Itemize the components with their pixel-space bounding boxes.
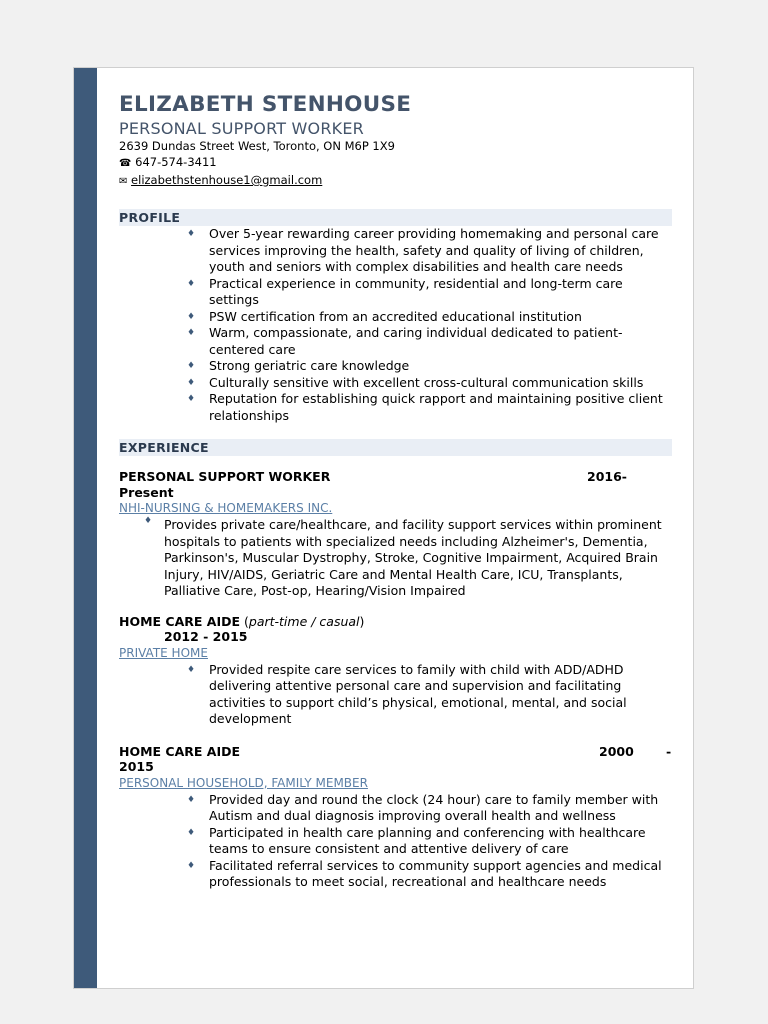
diamond-bullet-icon: ♦ <box>187 311 196 322</box>
diamond-bullet-icon: ♦ <box>187 794 196 805</box>
phone-line <box>119 154 672 172</box>
job-dates-start: 2000 <box>599 743 634 759</box>
address-line: 2639 Dundas Street West, Toronto, ON M6P 1X9 <box>119 139 395 153</box>
diamond-bullet-icon: ♦ <box>187 860 196 871</box>
diamond-bullet-icon: ♦ <box>187 377 196 388</box>
list-item: ♦ Provides private care/healthcare, and facility support services within prominent hospitals to patients with specialized needs including Alzheimer's, Dementia, Parkinson's, Muscular Dystrophy, Stroke, Cognitive Impairment, Acquired Brain Injury, HIV/AIDS, Geriatric Care and Mental Health Care, ICU, Transplants, Palliative Care, Post-op, Hearing/Vision Impaired <box>164 517 672 600</box>
diamond-bullet-icon: ♦ <box>187 394 196 404</box>
list-item: ♦ Culturally sensitive with excellent cross-cultural communication skills <box>187 374 644 390</box>
job-header <box>119 469 672 485</box>
resume-content <box>119 91 672 891</box>
candidate-title: PERSONAL SUPPORT WORKER <box>119 119 364 138</box>
job-entry-2 <box>119 614 672 728</box>
job-dates-dash: - <box>666 743 672 759</box>
experience-heading: EXPERIENCE <box>119 439 672 456</box>
list-item: ♦ Practical experience in community, residential and long-term care settings <box>187 275 623 307</box>
list-item: ♦ Over 5-year rewarding career providing homemaking and personal care services improving the health, safety and quality of living of children, youth and seniors with complex disabilities and health care needs <box>187 226 659 274</box>
job-header <box>119 744 672 760</box>
list-item: ♦ Warm, compassionate, and caring individual dedicated to patient-centered care <box>187 325 623 357</box>
job-dates: 2012 - 2015 <box>164 629 248 644</box>
employer-link[interactable]: PRIVATE HOME <box>119 645 208 660</box>
profile-heading: PROFILE <box>119 209 672 226</box>
list-item: ♦ Facilitated referral services to community support agencies and medical professionals to meet social, recreational and healthcare needs <box>187 857 662 889</box>
diamond-bullet-icon: ♦ <box>187 328 196 338</box>
list-item: ♦ Participated in health care planning and conferencing with healthcare teams to ensure consistent and attentive delivery of care <box>187 824 646 856</box>
diamond-bullet-icon: ♦ <box>144 516 153 526</box>
job-entry-3 <box>119 744 672 891</box>
list-item: ♦ PSW certification from an accredited educational institution <box>187 308 582 324</box>
phone-icon: ☎ <box>119 158 132 169</box>
job-dates-end: 2015 <box>119 759 154 774</box>
candidate-name: ELIZABETH STENHOUSE <box>119 92 412 117</box>
job-title: PERSONAL SUPPORT WORKER <box>119 469 331 484</box>
diamond-bullet-icon: ♦ <box>187 361 196 371</box>
job-entry-1 <box>119 469 672 600</box>
job-title: HOME CARE AIDE <box>119 613 241 629</box>
job-duties <box>119 517 672 600</box>
job-duties <box>119 662 672 728</box>
diamond-bullet-icon: ♦ <box>187 278 196 289</box>
job-title: HOME CARE AIDE <box>119 743 241 759</box>
profile-list <box>119 226 672 424</box>
resume-header <box>119 91 672 190</box>
envelope-icon: ✉ <box>119 176 128 187</box>
job-dates-end: Present <box>119 484 174 500</box>
email-link[interactable]: elizabethstenhouse1@gmail.com <box>131 173 323 187</box>
employer-link[interactable]: PERSONAL HOUSEHOLD, FAMILY MEMBER <box>119 775 368 790</box>
employer-link[interactable]: NHI-NURSING & HOMEMAKERS INC. <box>119 501 333 515</box>
resume-page <box>73 67 694 989</box>
accent-side-bar <box>74 68 97 988</box>
list-item: ♦ Provided day and round the clock (24 hour) care to family member with Autism and dual diagnosis improving overall health and wellness <box>187 791 659 823</box>
list-item: ♦ Provided respite care services to family with child with ADD/ADHD delivering attentive personal care and supervision and facilitating activities to support child’s physical, emotional, mental, and social development <box>187 661 627 726</box>
job-dates-start: 2016- <box>587 469 627 484</box>
contact-block <box>119 138 672 190</box>
job-header: HOME CARE AIDE (part-time / casual) <box>119 613 365 629</box>
diamond-bullet-icon: ♦ <box>187 827 196 838</box>
phone-number: 647-574-3411 <box>135 155 217 169</box>
job-qualifier: part-time / casual <box>248 613 360 629</box>
list-item: ♦ Reputation for establishing quick rapport and maintaining positive client relationships <box>187 391 663 423</box>
diamond-bullet-icon: ♦ <box>187 664 196 675</box>
list-item: ♦ Strong geriatric care knowledge <box>187 358 410 373</box>
job-duties <box>119 792 672 891</box>
email-line <box>119 172 672 190</box>
diamond-bullet-icon: ♦ <box>187 229 196 239</box>
